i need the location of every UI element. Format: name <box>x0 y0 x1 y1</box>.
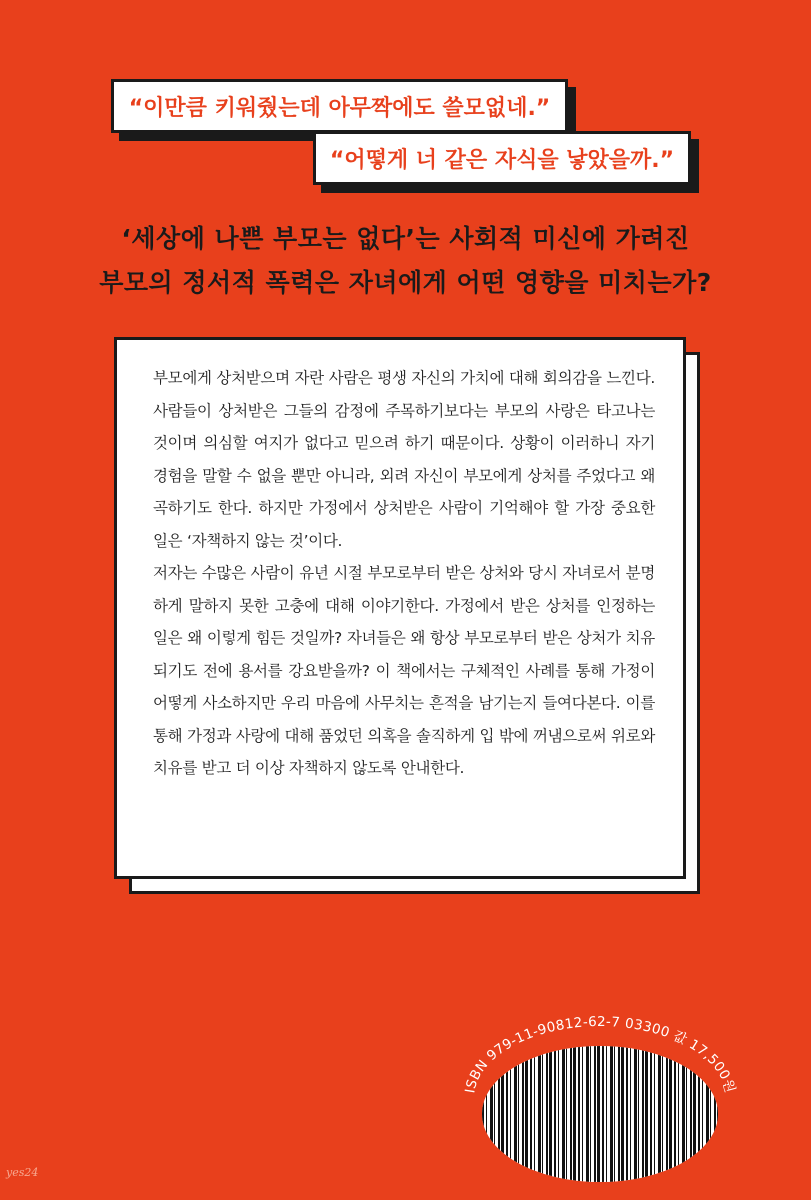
headline-line-1: ‘세상에 나쁜 부모는 없다’는 사회적 미신에 가려진 <box>121 224 690 253</box>
quote-box-2 <box>313 131 691 185</box>
description-card <box>114 337 686 879</box>
headline <box>0 217 811 305</box>
paragraph-1: 부모에게 상처받으며 자란 사람은 평생 자신의 가치에 대해 회의감을 느낀다. 사람들이 상처받은 그들의 감정에 주목하기보다는 부모의 사랑은 타고나는 것이며 의심할 여지가 없다고 믿으려 하기 때문이다. 상황이 이러하니 자기 경험을 말할 수 없을 뿐만 아니라, 외려 자신이 부모에게 상처를 주었다고 왜곡하기도 한다. 하지만 가정에서 상처받은 사람이 기억해야 할 가장 중요한 일은 ‘자책하지 않는 것’이다. <box>153 369 655 550</box>
quote-text-1: “이만큼 키워줬는데 아무짝에도 쓸모없네.” <box>128 95 551 121</box>
svg-text:ISBN 979-11-90812-62-7 03300 값 <box>462 1014 739 1095</box>
isbn-arc <box>458 988 758 1198</box>
isbn-text: ISBN 979-11-90812-62-7 03300 값 17,500원 <box>462 1013 738 1095</box>
quote-box-1 <box>111 79 568 133</box>
description-text <box>153 362 655 785</box>
headline-line-2: 부모의 정서적 폭력은 자녀에게 어떤 영향을 미치는가? <box>99 268 712 297</box>
quote-text-2: “어떻게 너 같은 자식을 낳았을까.” <box>329 147 675 173</box>
paragraph-2: 저자는 수많은 사람이 유년 시절 부모로부터 받은 상처와 당시 자녀로서 분명하게 말하지 못한 고충에 대해 이야기한다. 가정에서 받은 상처를 인정하는 일은 왜 이렇게 힘든 것일까? 자녀들은 왜 항상 부모로부터 받은 상처가 치유되기도 전에 용서를 강요받을까? 이 책에서는 구체적인 사례를 통해 가정이 어떻게 사소하지만 우리 마음에 사무치는 흔적을 남기는지 들여다본다. 이를 통해 가정과 사랑에 대해 품었던 의혹을 솔직하게 입 밖에 꺼냄으로써 위로와 치유를 받고 더 이상 자책하지 않도록 안내한다. <box>153 564 655 777</box>
isbn-barcode <box>458 988 758 1198</box>
signature-mark: yes24 <box>6 1166 39 1179</box>
